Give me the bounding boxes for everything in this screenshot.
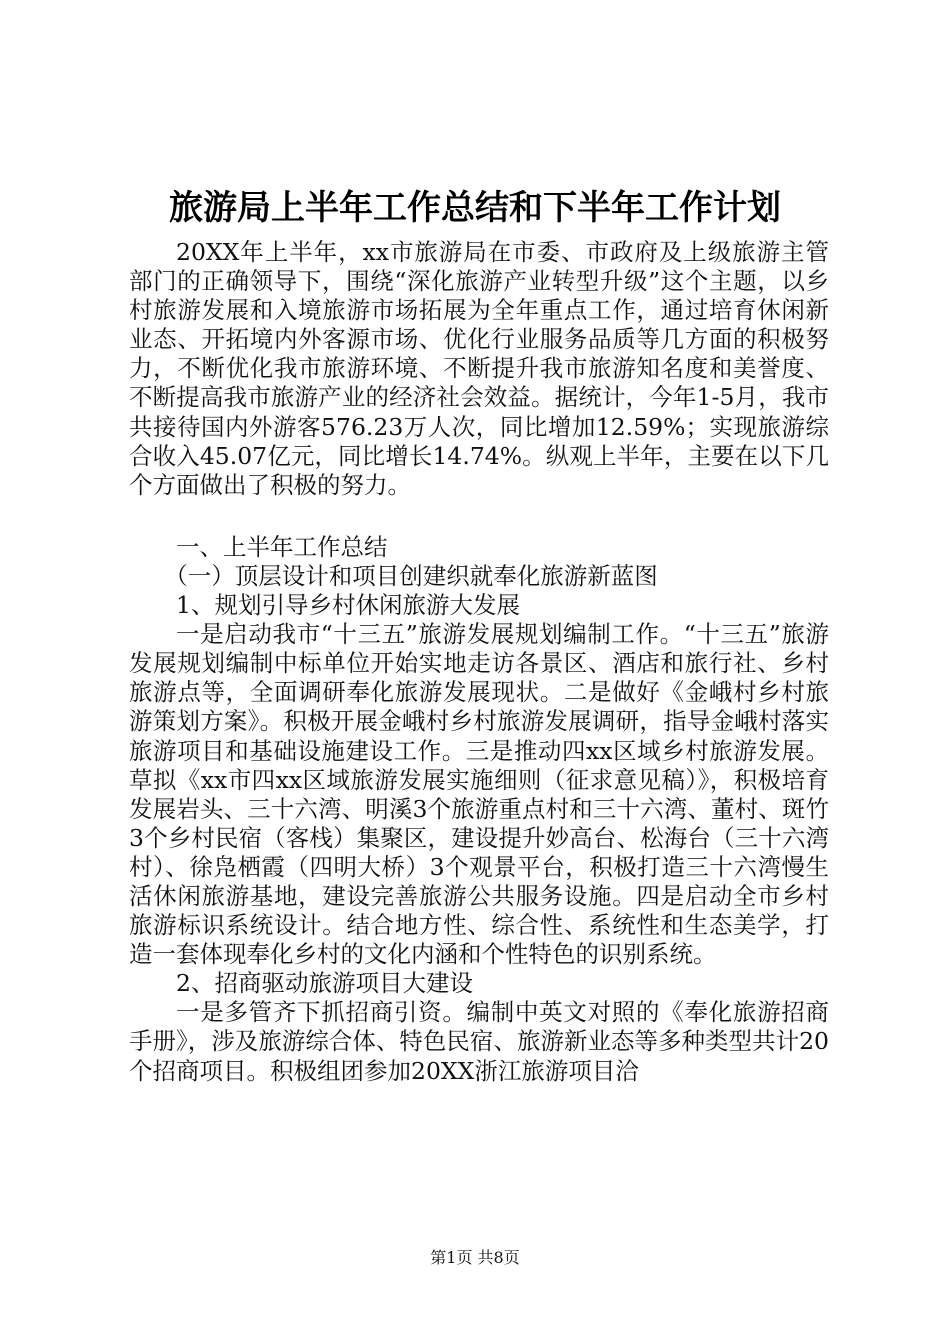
body-paragraph: 一是多管齐下抓招商引资。编制中英文对照的《奉化旅游招商手册》，涉及旅游综合体、特色民宿、旅游新业态等多种类型共计20个招商项目。积极组团参加20XX浙江旅游项目洽 [129, 998, 829, 1085]
body-paragraph: 一是启动我市“十三五”旅游发展规划编制工作。“十三五”旅游发展规划编制中标单位开始实地走访各景区、酒店和旅行社、乡村旅游点等，全面调研奉化旅游发展现状。二是做好《金峨村乡村旅游策划方案》。积极开展金峨村乡村旅游发展调研，指导金峨村落实旅游项目和基础设施建设工作。三是推动四xx区域乡村旅游发展。草拟《xx市四xx区域旅游发展实施细则（征求意见稿）》，积极培育发展岩头、三十六湾、明溪3个旅游重点村和三十六湾、董村、斑竹3个乡村民宿（客栈）集聚区，建设提升妙高台、松海台（三十六湾村）、徐凫栖霞（四明大桥）3个观景平台，积极打造三十六湾慢生活休闲旅游基地，建设完善旅游公共服务设施。四是启动全市乡村旅游标识系统设计。结合地方性、综合性、系统性和生态美学，打造一套体现奉化乡村的文化内涵和个性特色的识别系统。 [129, 620, 829, 969]
page-footer: 第1页 共8页 [430, 1248, 520, 1267]
item-heading: 2、招商驱动旅游项目大建设 [176, 969, 473, 998]
document-body [129, 238, 829, 1086]
paragraph-gap [129, 500, 829, 533]
intro-paragraph: 20XX年上半年，xx市旅游局在市委、市政府及上级旅游主管部门的正确领导下，围绕“深化旅游产业转型升级”这个主题，以乡村旅游发展和入境旅游市场拓展为全年重点工作，通过培育休闲新业态、开拓境内外客源市场、优化行业服务品质等几方面的积极努力，不断优化我市旅游环境、不断提升我市旅游知名度和美誉度、不断提高我市旅游产业的经济社会效益。据统计，今年1-5月，我市共接待国内外游客576.23万人次，同比增加12.59%；实现旅游综合收入45.07亿元，同比增长14.74%。纵观上半年，主要在以下几个方面做出了积极的努力。 [129, 238, 829, 499]
item-heading: 1、规划引导乡村休闲旅游大发展 [176, 591, 520, 620]
section-heading: 一、上半年工作总结 [176, 532, 388, 561]
document-title: 旅游局上半年工作总结和下半年工作计划 [169, 188, 781, 228]
subsection-heading: （一）顶层设计和项目创建织就奉化旅游新蓝图 [164, 561, 658, 590]
